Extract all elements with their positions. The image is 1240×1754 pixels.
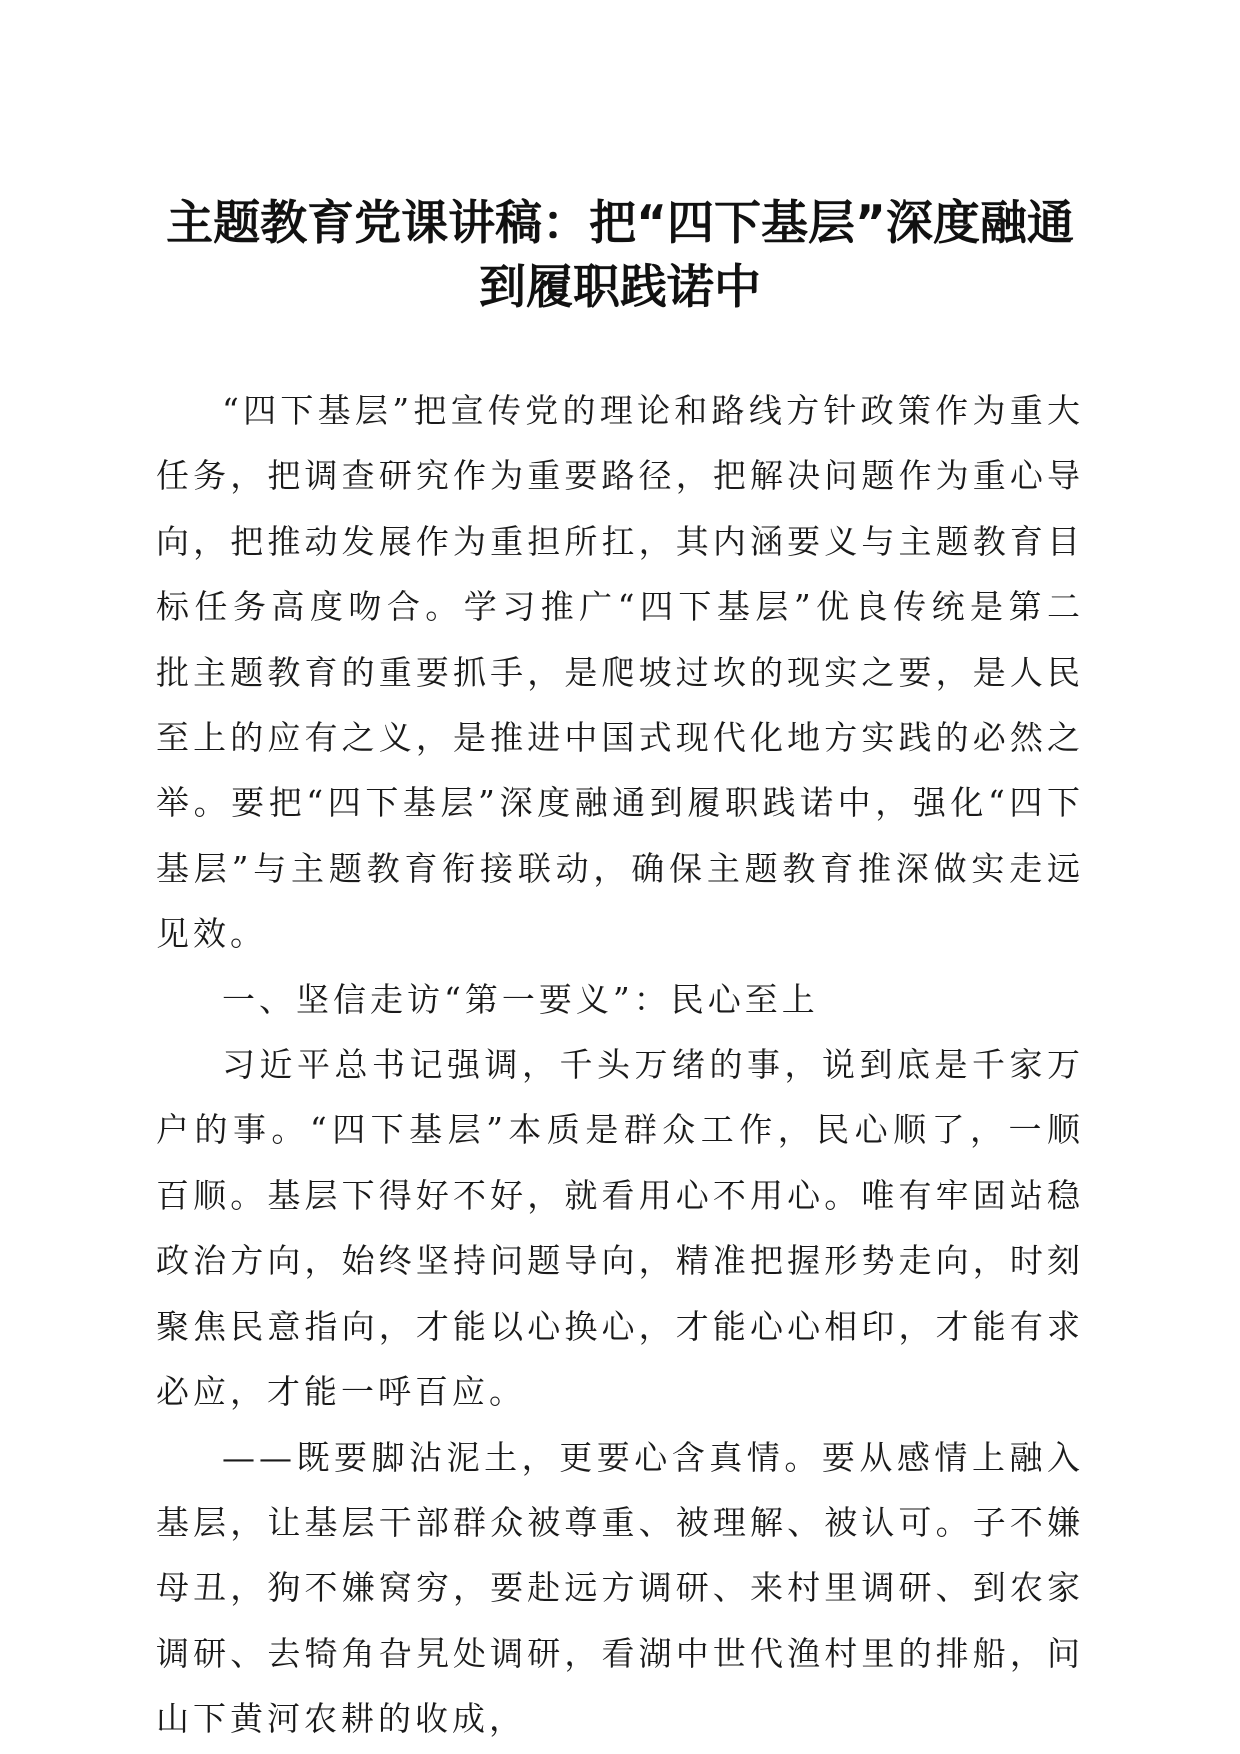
title-line-2: 到履职践诺中 <box>479 260 761 315</box>
document-body <box>156 378 1084 1752</box>
intro-paragraph: “四下基层”把宣传党的理论和路线方针政策作为重大任务，把调查研究作为重要路径，把解决问题作为重心导向，把推动发展作为重担所扛，其内涵要义与主题教育目标任务高度吻合。学习推广“四下基层”优良传统是第二批主题教育的重要抓手，是爬坡过坎的现实之要，是人民至上的应有之义，是推进中国式现代化地方实践的必然之举。要把“四下基层”深度融通到履职践诺中，强化“四下基层”与主题教育衔接联动，确保主题教育推深做实走远见效。 <box>156 391 1084 954</box>
title-line-1: 主题教育党课讲稿：把“四下基层”深度融通 <box>166 196 1074 251</box>
section-1-paragraph-2: ——既要脚沾泥土，更要心含真情。要从感情上融入基层，让基层干部群众被尊重、被理解、被认可。子不嫌母丑，狗不嫌窝穷，要赴远方调研、来村里调研、到农家调研、去犄角旮旯处调研，看湖中世代渔村里的排船，问山下黄河农耕的收成， <box>156 1437 1084 1739</box>
section-heading-1: 一、坚信走访“第一要义”：民心至上 <box>222 979 819 1019</box>
section-1-paragraph-1: 习近平总书记强调，千头万绪的事，说到底是千家万户的事。“四下基层”本质是群众工作，民心顺了，一顺百顺。基层下得好不好，就看用心不用心。唯有牢固站稳政治方向，始终坚持问题导向，精准把握形势走向，时刻聚焦民意指向，才能以心换心，才能心心相印，才能有求必应，才能一呼百应。 <box>156 1045 1084 1412</box>
document-title <box>130 192 1110 320</box>
